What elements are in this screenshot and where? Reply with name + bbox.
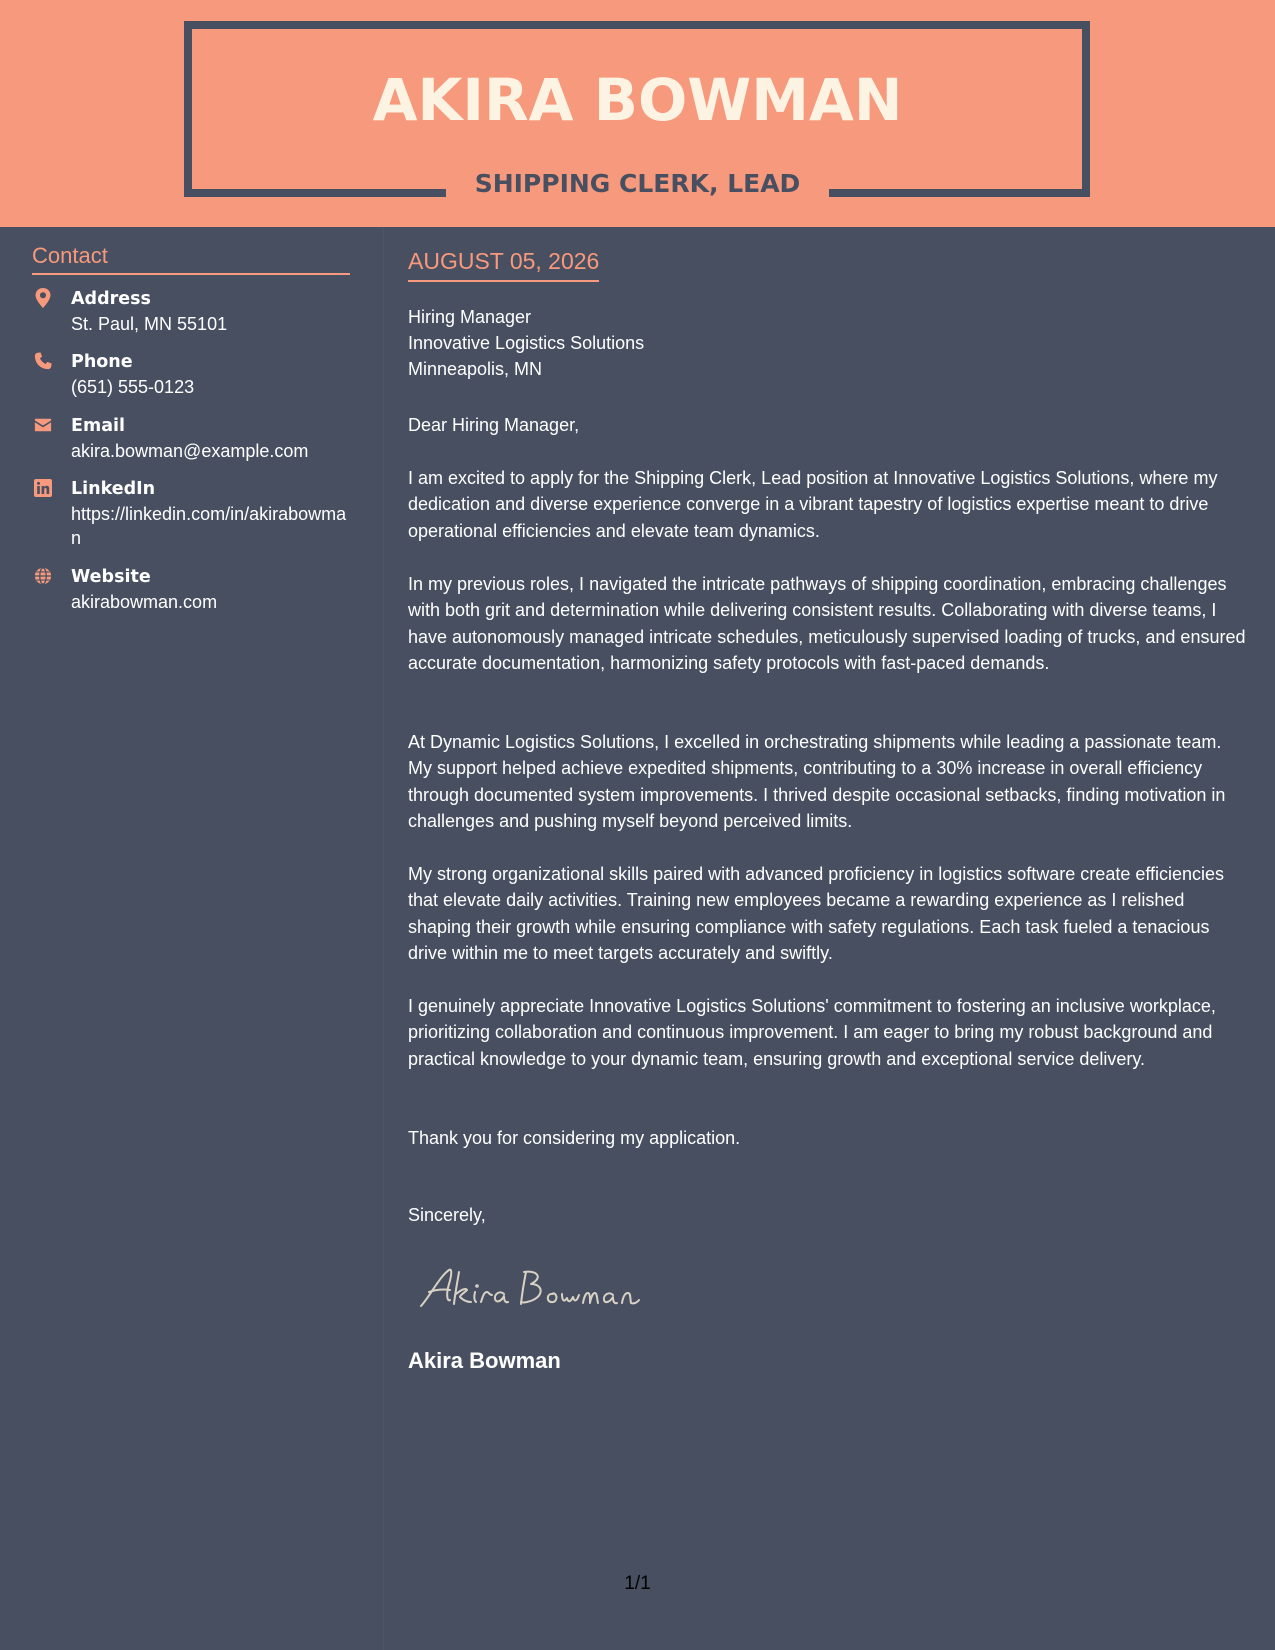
paragraph-closing-pitch: I genuinely appreciate Innovative Logistics Solutions' commitment to fostering an inclusive workplace, prioritizing collaboration and continuous improvement. I am eager to bring my robust background and practical knowledge to your dynamic team, ensuring growth and exceptional service delivery.: [408, 996, 1216, 1069]
website-value[interactable]: akirabowman.com: [71, 592, 218, 612]
contact-label: Website: [71, 567, 151, 587]
recipient-title: Hiring Manager: [408, 307, 532, 327]
envelope-icon: [34, 415, 52, 435]
signer-name: Akira Bowman: [408, 1348, 561, 1373]
paragraph-thanks: Thank you for considering my application.: [408, 1128, 741, 1148]
phone-icon: [34, 351, 52, 371]
job-title: SHIPPING CLERK, LEAD: [474, 169, 801, 198]
contact-label: Phone: [71, 352, 133, 372]
phone-value: (651) 555-0123: [71, 377, 195, 397]
contact-heading: Contact: [32, 242, 350, 275]
paragraph-experience: In my previous roles, I navigated the intricate pathways of shipping coordination, embracing challenges with both grit and determination while delivering consistent results. Collaborating with diverse teams, I have autonomously managed intricate schedules, meticulously supervised loading of trucks, and ensured accurate documentation, harmonizing safety protocols with fast-paced demands.: [408, 574, 1246, 674]
globe-icon: [34, 566, 52, 586]
paragraph-intro: I am excited to apply for the Shipping Clerk, Lead position at Innovative Logistics Solutions, where my dedication and diverse experience converge in a vibrant tapestry of logistics expertise meant to drive operational efficiencies and elevate team dynamics.: [408, 468, 1218, 541]
closing: Sincerely,: [408, 1205, 486, 1225]
applicant-name: AKIRA BOWMAN: [372, 66, 903, 134]
handwritten-signature: [416, 1262, 661, 1312]
recipient-block: [408, 304, 644, 382]
letter-date: AUGUST 05, 2026: [408, 246, 599, 282]
paragraph-achievements: At Dynamic Logistics Solutions, I excelled in orchestrating shipments while leading a passionate team. My support helped achieve expedited shipments, contributing to a 30% increase in overall efficiency through documented system improvements. I thrived despite occasional setbacks, finding motivation in challenges and pushing myself beyond perceived limits.: [408, 732, 1226, 832]
recipient-company: Innovative Logistics Solutions: [408, 333, 645, 353]
linkedin-icon: [34, 478, 52, 498]
paragraph-skills: My strong organizational skills paired with advanced proficiency in logistics software create efficiencies that elevate daily activities. Training new employees became a rewarding experience as I relished shaping their growth while ensuring compliance with safety regulations. Each task fueled a tenacious drive within me to meet targets accurately and swiftly.: [408, 864, 1225, 964]
contact-label: Address: [71, 289, 151, 309]
contact-label: Email: [71, 416, 125, 436]
salutation: Dear Hiring Manager,: [408, 415, 580, 435]
recipient-location: Minneapolis, MN: [408, 359, 543, 379]
header-banner: [0, 0, 1275, 227]
email-value[interactable]: akira.bowman@example.com: [71, 441, 309, 461]
contact-label: LinkedIn: [71, 479, 156, 499]
address-value: St. Paul, MN 55101: [71, 314, 228, 334]
page-number: 1/1: [624, 1573, 651, 1594]
map-pin-icon: [34, 288, 52, 308]
linkedin-value[interactable]: https://linkedin.com/in/akirabowman: [71, 504, 347, 548]
